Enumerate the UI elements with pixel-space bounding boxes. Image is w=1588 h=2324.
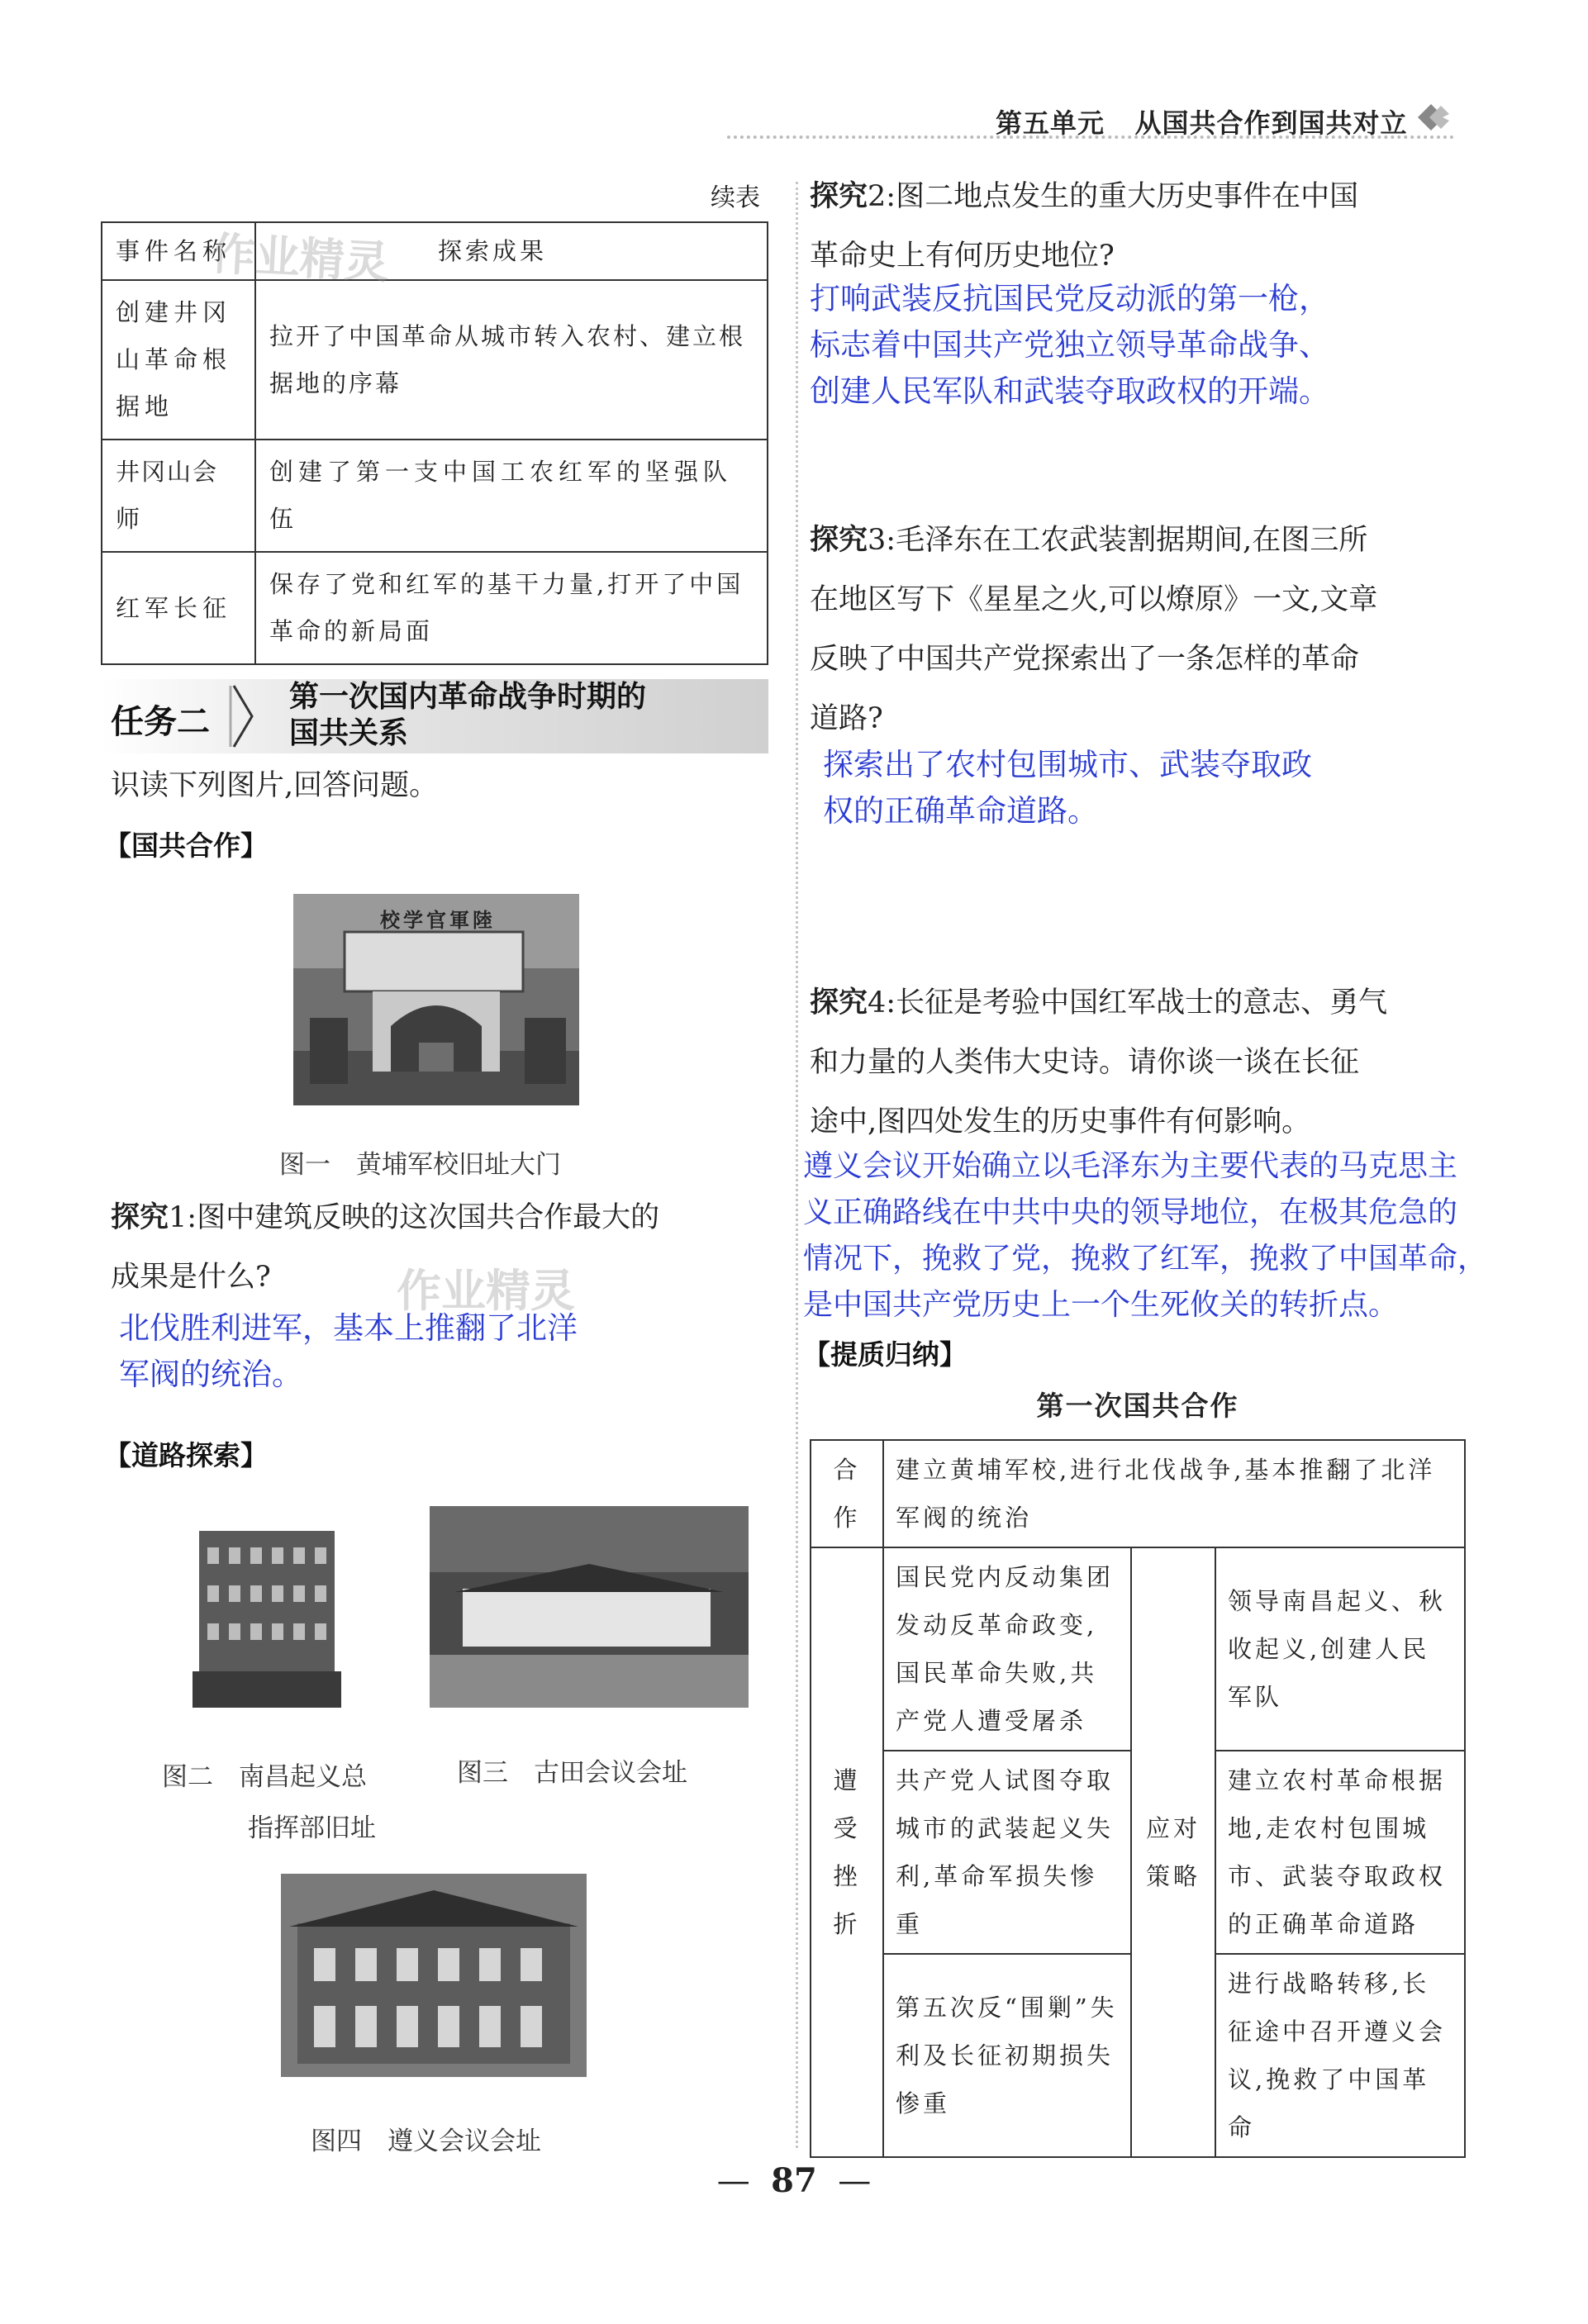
fig1-caption: 图一 黄埔军校旧址大门: [279, 1150, 561, 1180]
answer-3: [823, 742, 1312, 834]
coop-row: [811, 1440, 1465, 1547]
table-row: [102, 440, 768, 552]
task-title-line2: 国共关系: [289, 716, 409, 750]
answer-2-line3: 创建人民军队和武装夺取政权的开端。: [810, 373, 1329, 409]
answer-3-line2: 权的正确革命道路。: [823, 793, 1098, 829]
section-coop-heading: 【国共合作】: [104, 829, 268, 862]
table-header-row: [102, 222, 768, 280]
question-3-line2: 在地区写下《星星之火,可以燎原》一文,文章: [810, 583, 1378, 616]
response-label: 应对策略: [1131, 1547, 1215, 2157]
setback-label: 遭受挫折: [811, 1547, 883, 2157]
question-3-line3: 反映了中国共产党探索出了一条怎样的革命: [810, 643, 1360, 676]
setback-cell: 国民党内反动集团发动反革命政变,国民革命失败,共产党人遭受屠杀: [883, 1547, 1131, 1751]
setback-cell: 第五次反“围剿”失利及长征初期损失惨重: [883, 1954, 1131, 2157]
event-cell: 井冈山会师: [102, 440, 255, 552]
task-title: [289, 679, 646, 752]
summary-heading: 【提质归纳】: [803, 1338, 967, 1371]
answer-3-line1: 探索出了农村包围城市、武装夺取政: [823, 747, 1312, 782]
answer-2-line1: 打响武装反抗国民党反动派的第一枪，: [810, 281, 1329, 316]
question-4-line2: 和力量的人类伟大史诗。请你谈一谈在长征: [810, 1046, 1360, 1079]
question-2-line2: 革命史上有何历史地位?: [810, 240, 1115, 273]
event-cell: 红军长征: [102, 552, 255, 664]
page-number: — 87 —: [716, 2161, 872, 2200]
answer-4-line3: 情况下，挽救了党，挽救了红军，挽救了中国革命，: [803, 1242, 1488, 1276]
fig2-photo: [193, 1506, 341, 1708]
result-cell: 创建了第一支中国工农红军的坚强队伍: [255, 440, 768, 552]
column-divider: [796, 182, 798, 2148]
question-4-line1: 4:长征是考验中国红军战士的意志、勇气: [868, 986, 1388, 1019]
watermark-logo: 作业精灵: [397, 1265, 575, 1317]
fig3-photo: [430, 1506, 749, 1708]
fig2-caption-line2: 指挥部旧址: [248, 1813, 376, 1843]
question-4-tag: 探究: [810, 986, 868, 1019]
question-3-line4: 道路?: [810, 702, 883, 735]
fig2-caption: [162, 1751, 376, 1854]
question-3-line1: 3:毛泽东在工农武装割据期间,在图三所: [868, 524, 1368, 557]
section-road-heading: 【道路探索】: [104, 1439, 268, 1471]
header-diamond-icon: [1414, 99, 1451, 135]
setback-row: [811, 1547, 1465, 1751]
page-number-value: 87: [771, 2161, 817, 2200]
task-title-line1: 第一次国内革命战争时期的: [289, 680, 647, 714]
answer-1-line1: 北伐胜利进军，基本上推翻了北洋: [119, 1310, 578, 1346]
answer-1-line2: 军阀的统治。: [119, 1357, 302, 1392]
coop-label: 合作: [811, 1440, 883, 1547]
question-1-line1: 1:图中建筑反映的这次国共合作最大的: [169, 1201, 660, 1234]
question-3-tag: 探究: [810, 523, 868, 557]
answer-4-line2: 义正确路线在中共中央的领导地位，在极其危急的: [803, 1195, 1458, 1229]
watermark-logo: 作业精灵: [209, 227, 391, 289]
table-row: [102, 552, 768, 664]
header-unit: 第五单元: [996, 107, 1105, 139]
intro-text: 识读下列图片,回答问题。: [111, 769, 439, 802]
question-3: [810, 511, 1471, 749]
answer-2: [810, 276, 1329, 415]
task-label: 任务二: [111, 703, 210, 741]
question-1-line2: 成果是什么?: [111, 1261, 271, 1294]
col-header-event: 事件名称: [102, 222, 255, 280]
fig4-photo: [281, 1874, 587, 2077]
setback-cell: 共产党人试图夺取城市的武装起义失利,革命军损失惨重: [883, 1751, 1131, 1954]
fig2-caption-line1: 图二 南昌起义总: [162, 1762, 367, 1792]
fig1-sign-text: 校学官軍陸: [380, 908, 496, 932]
fig4-caption: 图四 遵义会议会址: [311, 2127, 541, 2156]
result-cell: 拉开了中国革命从城市转入农村、建立根据地的序幕: [255, 280, 768, 440]
table-continued-label: 续表: [711, 183, 760, 212]
answer-4-line4: 是中国共产党历史上一个生死攸关的转折点。: [803, 1288, 1399, 1322]
response-cell: 领导南昌起义、秋收起义,创建人民军队: [1215, 1547, 1465, 1751]
question-2-tag: 探究: [810, 179, 868, 213]
fig3-caption: 图三 古田会议会址: [457, 1758, 687, 1788]
chevron-right-icon: [229, 682, 257, 750]
answer-2-line2: 标志着中国共产党独立领导革命战争、: [810, 327, 1329, 363]
response-cell: 进行战略转移,长征途中召开遵义会议,挽救了中国革命: [1215, 1954, 1465, 2157]
header-rule: [727, 135, 1454, 139]
table-row: [102, 280, 768, 440]
event-cell: 创建井冈山革命根据地: [102, 280, 255, 440]
answer-4: [803, 1143, 1487, 1328]
summary-table: [810, 1439, 1466, 2158]
exploration-table: [101, 221, 768, 665]
coop-text: 建立黄埔军校,进行北伐战争,基本推翻了北洋军阀的统治: [883, 1440, 1465, 1547]
question-4-line3: 途中,图四处发生的历史事件有何影响。: [810, 1105, 1311, 1138]
result-cell: 保存了党和红军的基干力量,打开了中国革命的新局面: [255, 552, 768, 664]
response-cell: 建立农村革命根据地,走农村包围城市、武装夺取政权的正确革命道路: [1215, 1751, 1465, 1954]
col-header-result: 探索成果: [255, 222, 768, 280]
header-title: 从国共合作到国共对立: [1134, 107, 1408, 139]
answer-4-line1: 遵义会议开始确立以毛泽东为主要代表的马克思主: [803, 1149, 1458, 1183]
summary-title: 第一次国共合作: [1036, 1390, 1239, 1422]
question-2: [810, 167, 1471, 286]
question-1-tag: 探究: [111, 1200, 169, 1234]
answer-1: [119, 1305, 578, 1398]
question-2-line1: 2:图二地点发生的重大历史事件在中国: [868, 180, 1359, 213]
question-4: [810, 973, 1471, 1152]
